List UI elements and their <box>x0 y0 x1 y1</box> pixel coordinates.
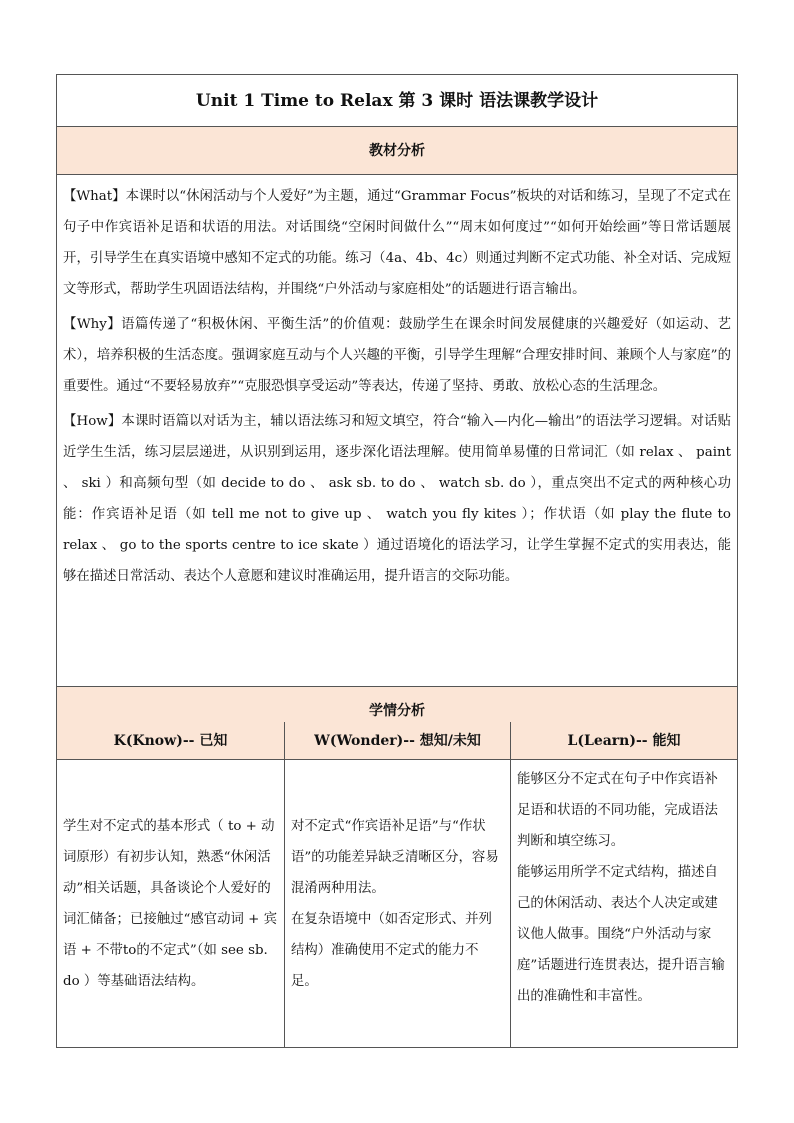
how-paragraph: 【How】本课时语篇以对话为主，辅以语法练习和短文填空，符合“输入—内化—输出”的语法学习逻辑。对话贴近学生生活，练习层层递进，从识别到运用，逐步深化语法理解。使用简单易懂的日常词汇（如 relax 、 paint 、 ski ）和高频句型（如 decide to do 、 ask sb. to do 、 watch sb. do ），重点突出不定式的两种核心功能：作宾语补足语（如 tell me not to give up 、 watch you fly kites ）；作状语（如 play the flute to relax 、 go to the sports centre to ice skate ）通过语境化的语法学习，让学生掌握不定式的实用表达，能够在描述日常活动、表达个人意愿和建议时准确运用，提升语言的交际功能。 <box>63 414 731 584</box>
lesson-plan-table <box>56 74 738 1048</box>
wonder-cell <box>285 760 511 1048</box>
know-text: 学生对不定式的基本形式（ to + 动词原形）有初步认知，熟悉“休闲活动”相关话题，具备谈论个人爱好的词汇储备；已接触过“感官动词 + 宾语 + 不带to的不定式”（如 see sb. do ）等基础语法结构。 <box>63 819 278 989</box>
material-analysis-body <box>57 175 737 686</box>
wonder-text-2: 在复杂语境中（如否定形式、并列结构）准确使用不定式的能力不足。 <box>291 912 492 989</box>
learn-cell <box>511 760 737 1048</box>
column-header-wonder: W(Wonder)-- 想知/未知 <box>285 722 511 759</box>
column-header-know: K(Know)-- 已知 <box>57 722 285 759</box>
what-paragraph: 【What】本课时以“休闲活动与个人爱好”为主题，通过“Grammar Focus”板块的对话和练习，呈现了不定式在句子中作宾语补足语和状语的用法。对话围绕“空闲时间做什么”“周末如何度过”“如何开始绘画”等日常话题展开，引导学生在真实语境中感知不定式的功能。练习（4a、4b、4c）则通过判断不定式功能、补全对话、完成短文等形式，帮助学生巩固语法结构，并围绕“户外活动与家庭相处”的话题进行语言输出。 <box>63 189 731 297</box>
wonder-text-1: 对不定式“作宾语补足语”与“作状语”的功能差异缺乏清晰区分，容易混淆两种用法。 <box>291 819 499 896</box>
column-header-learn: L(Learn)-- 能知 <box>567 733 681 749</box>
section-heading-learner-analysis: 学情分析 <box>57 686 737 734</box>
page-title: Unit 1 Time to Relax 第 3 课时 语法课教学设计 <box>57 75 737 127</box>
learn-text-2: 能够运用所学不定式结构，描述自己的休闲活动、表达个人决定或建议他人做事。围绕“户外活动与家庭”话题进行连贯表达，提升语言输出的准确性和丰富性。 <box>517 865 725 1004</box>
why-paragraph: 【Why】语篇传递了“积极休闲、平衡生活”的价值观：鼓励学生在课余时间发展健康的兴趣爱好（如运动、艺术），培养积极的生活态度。强调家庭互动与个人兴趣的平衡，引导学生理解“合理安排时间、兼顾个人与家庭”的重要性。通过“不要轻易放弃”“克服恐惧享受运动”等表达，传递了坚持、勇敢、放松心态的生活理念。 <box>63 317 731 394</box>
know-cell <box>57 760 285 1048</box>
learn-text-1: 能够区分不定式在句子中作宾语补足语和状语的不同功能，完成语法判断和填空练习。 <box>517 772 718 849</box>
kwl-header-row <box>57 722 737 760</box>
section-heading-material-analysis: 教材分析 <box>57 127 737 175</box>
kwl-content-row <box>57 760 737 1048</box>
